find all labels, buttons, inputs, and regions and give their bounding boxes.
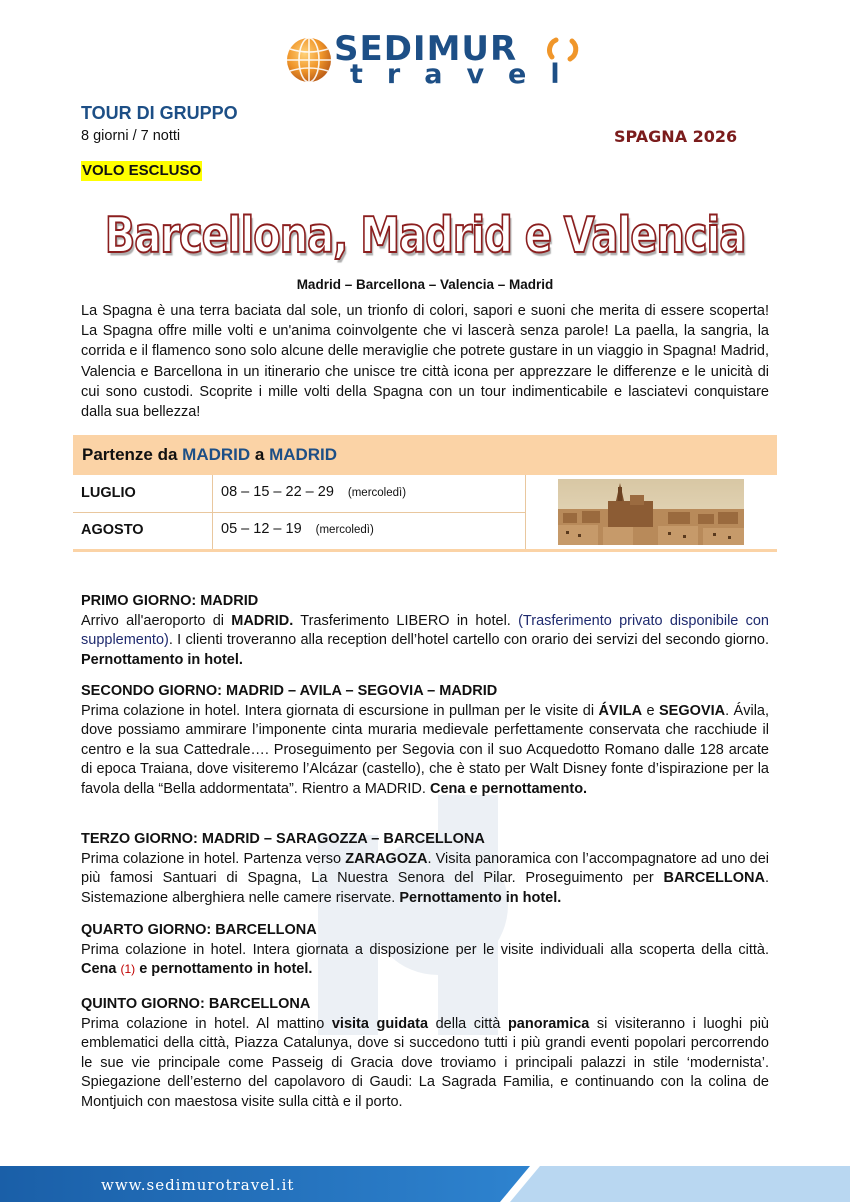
company-logo [284,29,584,90]
footnote-marker: (1) [120,962,136,977]
bold-run: e pernottamento in hotel. [139,961,313,978]
day-1 [81,592,769,670]
text-run: Prima colazione in hotel. Al mattino [81,1015,332,1032]
departures-table [73,475,777,551]
month-cell: LUGLIO [81,485,136,501]
bold-run: MADRID. [231,612,294,629]
text-run: Trasferimento LIBERO in hotel. [293,612,519,629]
text-run: . Visita panoramica con l’accompagnatore ad uno dei più famosi Santuari di Spagna, La Nuestra Senora del Pilar. Proseguimento per [81,850,769,887]
month-cell: AGOSTO [81,522,144,538]
tour-type: TOUR DI GRUPPO [81,103,238,123]
column-divider [212,475,213,551]
bold-run: visita guidata [331,1015,429,1032]
bold-run: SEGOVIA [659,702,726,719]
text-run: Prima colazione in hotel. Intera giornata di escursione in pullman per le visite di [81,702,599,719]
text-run: . Ávila, dove possiamo ammirare l’imponente cinta muraria medievale perfettamente conservata che racchiude il centro e la sua Cattedrale…. Proseguimento per Segovia con il suo Acquedotto Romano dalle 128 arcate di epoca Traiana, dove visiteremo l’Alcázar (castello), che è stato per Walt Disney fonte d’ispirazione per la favola della “Bella addormentata”. Rientro a MADRID. [81,702,770,797]
day-title: PRIMO GIORNO: MADRID [81,593,259,609]
brand-name: SEDIMUR [334,29,518,69]
page-title: Barcellona, Madrid e Valencia [104,208,746,265]
bold-run: Cena e pernottamento. [429,780,588,797]
website-url: www.sedimurotravel.it [101,1176,295,1194]
bold-run: BARCELLONA [663,870,765,887]
column-divider [525,475,526,551]
city-photo [558,479,744,545]
day-2 [81,682,769,800]
bold-run: ÁVILA [598,702,643,719]
text-run: Arrivo all'aeroporto di [81,612,232,629]
globe-icon [284,35,334,85]
text-run: Prima colazione in hotel. Intera giornata a disposizione per le visite individuali alla scoperta della città. [81,941,769,958]
weekday: (mercoledì) [347,487,407,499]
day-title: QUARTO GIORNO: BARCELLONA [81,922,317,938]
table-bottom-border [73,549,777,552]
dates-value: 08 – 15 – 22 – 29 [221,484,334,500]
text-run: si visiteranno i luoghi più emblematici della città, Piazza Catalunya, dove si succedono tutti i più grandi eventi popolari percorrendo le sue vie principale come Passeig di Gracia dove troviamo i principali palazzi in stile ‘modernista’. Spiegazione dell’esterno del capolavoro di Gaudi: La Sagrada Familia, e continuando con la colina de Montjuich con maestosa visite sulla città e il porto. [81,1015,769,1110]
intro-paragraph: La Spagna è una terra baciata dal sole, un trionfo di colori, sapori e suoni che merita di essere scoperta! La Spagna offre mille volti e un'anima coinvolgente che vi lascerà senza parole! La paella, la sangria, la corrida e il flamenco sono solo alcune delle meraviglie che potrete gustare in un viaggio in Spagna! Madrid, Valencia e Barcellona in un itinerario che unisce tre città icona per apprezzare le differenze e le unicità di cui sono custodi. Scoprite i mille volti della Spagna con un tour indimenticabile e lasciatevi conquistare dalla sua bellezza! [81,303,769,421]
text-run: della città [428,1015,508,1032]
day-4 [81,921,769,980]
country-year: SPAGNA 2026 [614,127,738,146]
text-run: e [642,702,659,719]
day-text [81,850,769,909]
transfer-note: (Trasferimento privato disponibile con supplemento) [81,612,769,649]
day-5 [81,995,769,1113]
day-text [81,702,769,800]
day-text [81,1015,769,1113]
bold-run: Pernottamento in hotel. [399,889,562,906]
departure-city: MADRID [182,445,251,464]
day-title: QUINTO GIORNO: BARCELLONA [81,996,311,1012]
flight-notice: VOLO ESCLUSO [82,162,202,179]
day-title: TERZO GIORNO: MADRID – SARAGOZZA – BARCELLONA [81,831,485,847]
text-run: . Sistemazione alberghiera nelle camere riservate. [81,870,769,906]
bold-run: Pernottamento in hotel. [81,651,243,668]
dates-cell [221,484,406,500]
arrival-city: MADRID [269,445,338,464]
day-text [81,941,769,980]
departures-mid: a [250,445,270,464]
departures-prefix: Partenze da [82,445,183,464]
day-3 [81,830,769,908]
bold-run: Cena [81,961,117,978]
text-run: Prima colazione in hotel. Partenza verso [81,850,346,867]
brand-subtitle: travel [350,59,584,90]
bold-run: ZARAGOZA [345,850,428,867]
dates-value: 05 – 12 – 19 [221,521,302,537]
dates-cell [221,521,374,537]
day-text [81,612,769,671]
table-row [73,512,525,549]
text-run: . I clienti troveranno alla reception dell’hotel cartello con orario dei servizi del secondo giorno. [168,632,769,649]
bold-run: panoramica [507,1015,590,1032]
weekday: (mercoledì) [315,524,374,536]
tour-duration: 8 giorni / 7 notti [81,128,181,144]
day-title: SECONDO GIORNO: MADRID – AVILA – SEGOVIA – MADRID [81,683,498,699]
departures-header [73,435,777,475]
table-row [73,475,525,513]
route-subtitle: Madrid – Barcellona – Valencia – Madrid [296,277,554,292]
